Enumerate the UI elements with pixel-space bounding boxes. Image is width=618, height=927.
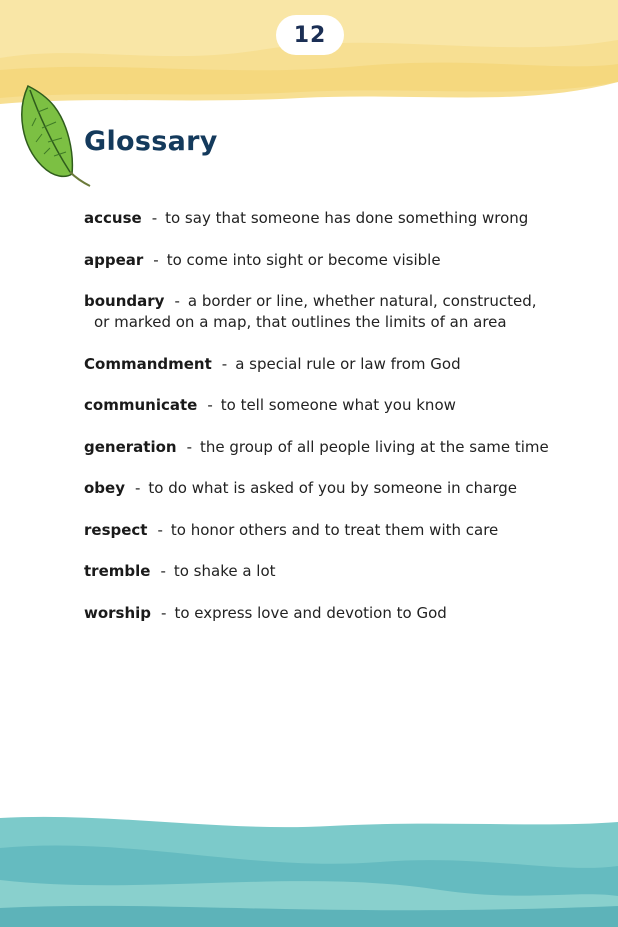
separator: - (153, 250, 159, 269)
separator: - (207, 396, 213, 414)
glossary-term: accuse (84, 209, 142, 227)
glossary-entry-communicate (84, 395, 584, 416)
separator: - (174, 292, 180, 310)
separator: - (161, 603, 167, 622)
page-title: Glossary (84, 126, 218, 157)
glossary-entry-tremble (84, 561, 584, 582)
separator: - (186, 437, 192, 456)
separator: - (160, 562, 166, 580)
glossary-term: tremble (84, 562, 151, 580)
glossary-term: generation (84, 437, 177, 456)
glossary-term: communicate (84, 396, 198, 414)
glossary-definition: to express love and devotion to God (174, 603, 447, 622)
glossary-entry-accuse (84, 208, 584, 229)
glossary-definition: to say that someone has done something wrong (165, 209, 529, 227)
glossary-definition: to do what is asked of you by someone in charge (148, 479, 518, 497)
glossary-term: boundary (84, 292, 165, 310)
glossary-definition-continued: or marked on a map, that outlines the limits of an area (94, 313, 507, 331)
separator: - (151, 209, 158, 227)
glossary-entry-worship (84, 603, 584, 624)
leaf-icon (20, 82, 94, 190)
page-number: 12 (276, 15, 344, 55)
glossary-entry-boundary (84, 291, 584, 333)
glossary-definition: the group of all people living at the same time (200, 437, 549, 456)
glossary-term: obey (84, 479, 125, 497)
glossary-definition: a special rule or law from God (235, 354, 461, 373)
glossary-definition: to tell someone what you know (220, 396, 456, 414)
glossary-entry-generation (84, 437, 584, 458)
glossary-term: respect (84, 520, 148, 539)
separator: - (135, 479, 141, 497)
glossary-entry-commandment (84, 354, 584, 375)
glossary-entry-obey (84, 478, 584, 499)
glossary-list (84, 208, 584, 644)
glossary-definition: to honor others and to treat them with care (170, 520, 499, 539)
separator: - (221, 354, 228, 373)
glossary-entry-appear (84, 250, 584, 271)
glossary-term: appear (84, 250, 144, 269)
separator: - (157, 520, 163, 539)
glossary-term: Commandment (84, 354, 212, 373)
glossary-definition: to come into sight or become visible (166, 250, 441, 269)
glossary-term: worship (84, 603, 152, 622)
glossary-definition: to shake a lot (173, 562, 276, 580)
glossary-entry-respect (84, 520, 584, 541)
glossary-definition: a border or line, whether natural, constructed, (187, 292, 537, 310)
